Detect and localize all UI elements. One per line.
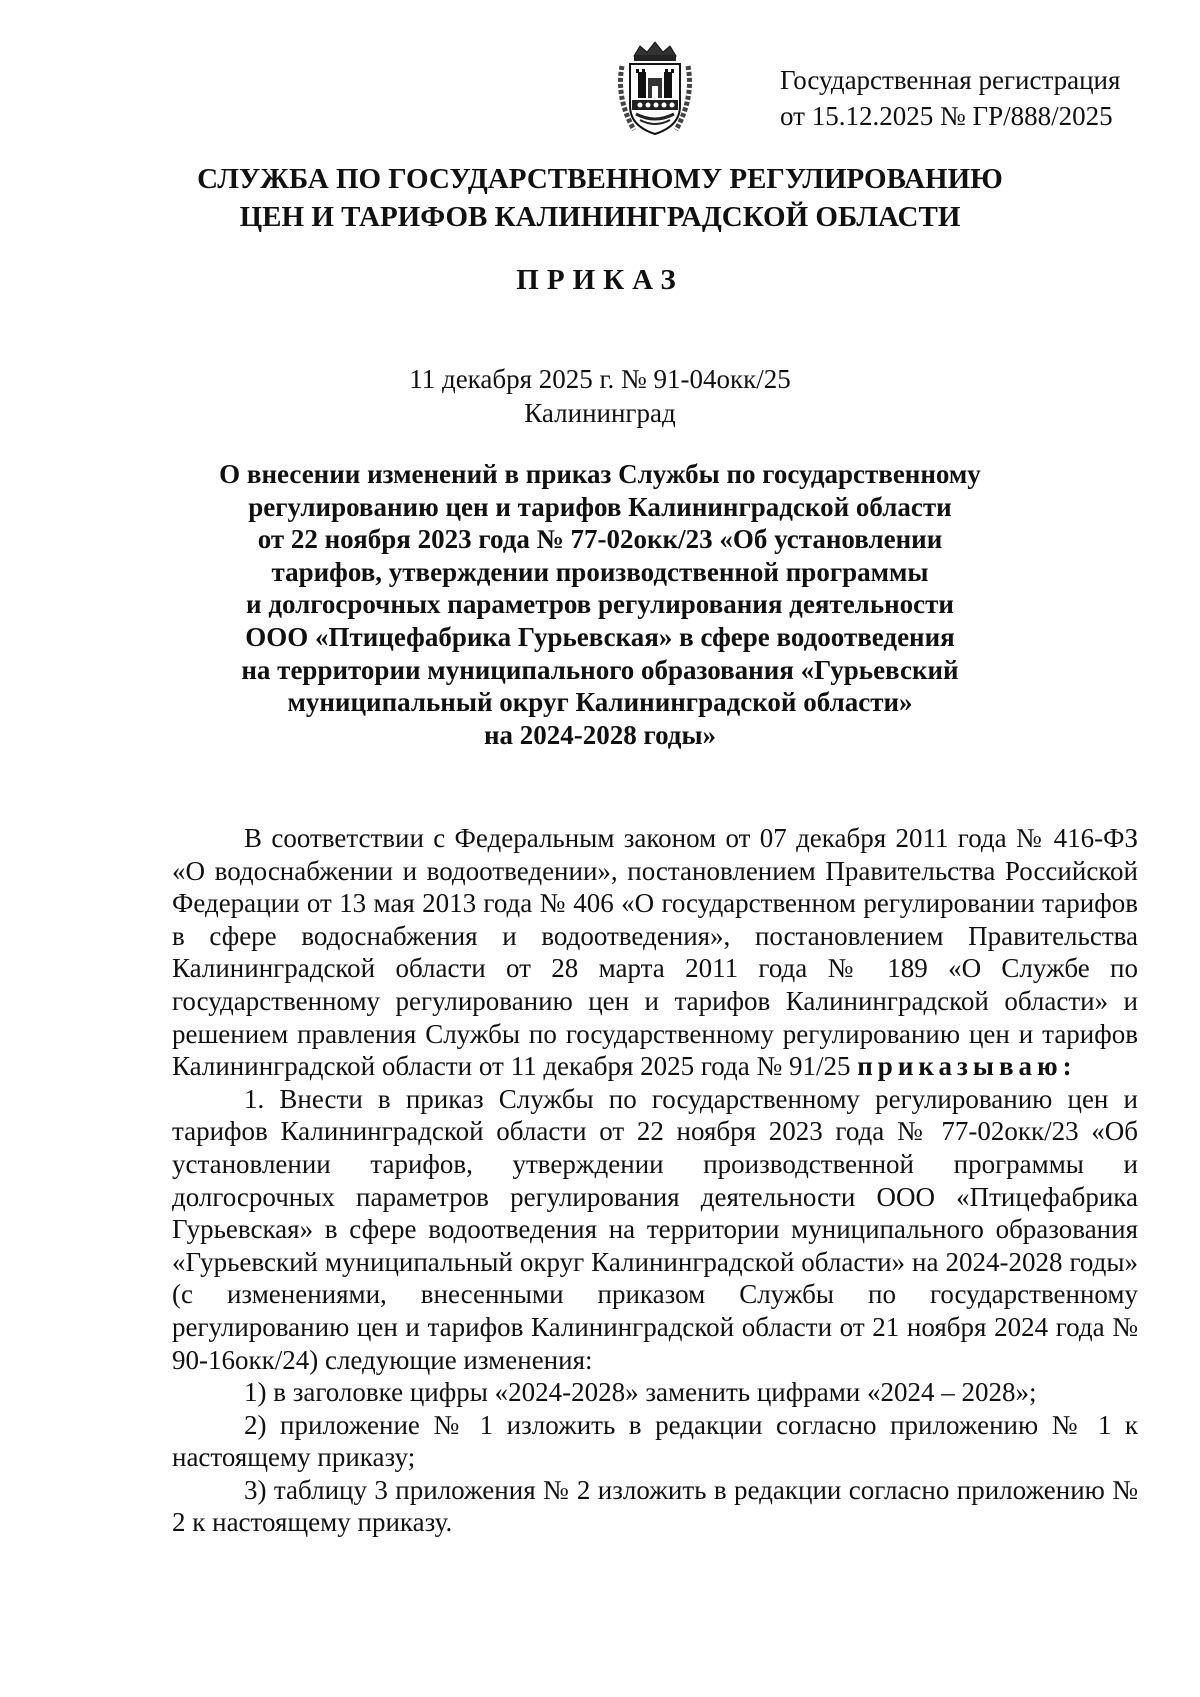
subitem-3-paragraph: 3) таблицу 3 приложения № 2 изложить в редакции согласно приложению № 2 к настоящему приказу. xyxy=(172,1474,1138,1538)
subject-line: регулированию цен и тарифов Калининградской области xyxy=(248,491,952,522)
organization-name xyxy=(150,160,1050,236)
subject-line: на территории муниципального образования «Гурьевский xyxy=(241,654,959,685)
subject-line: тарифов, утверждении производственной программы xyxy=(271,556,929,587)
coat-of-arms-icon xyxy=(612,38,698,138)
subitem-2-paragraph: 2) приложение № 1 изложить в редакции согласно приложению № 1 к настоящему приказу; xyxy=(172,1409,1138,1473)
subject-line: ООО «Птицефабрика Гурьевская» в сфере водоотведения xyxy=(245,621,955,652)
preamble-text: В соответствии с Федеральным законом от 07 декабря 2011 года № 416-ФЗ «О водоснабжении и водоотведении», постановлением Правительства Российской Федерации от 13 мая 2013 года № 406 «О государственном регулировании тарифов в сфере водоснабжения и водоотведения», постановлением Правительства Калининградской области от 28 марта 2011 года № 189 «О Службе по государственному регулированию цен и тарифов Калининградской области» и решением правления Службы по государственному регулированию цен и тарифов Калининградской области от 11 декабря 2025 года № 91/25 xyxy=(172,823,1138,1082)
document-body xyxy=(172,822,1138,1539)
subject-line: на 2024-2028 годы» xyxy=(483,719,717,750)
preamble-paragraph xyxy=(172,822,1138,1083)
registration-line-2: от 15.12.2025 № ГР/888/2025 xyxy=(780,101,1113,131)
registration-line-1: Государственная регистрация xyxy=(780,65,1121,95)
organization-line-1: СЛУЖБА ПО ГОСУДАРСТВЕННОМУ РЕГУЛИРОВАНИЮ xyxy=(197,163,1003,195)
subject-line: и долгосрочных параметров регулирования деятельности xyxy=(246,589,954,620)
subject-line: О внесении изменений в приказ Службы по государственному xyxy=(219,459,981,489)
item-1-paragraph: 1. Внести в приказ Службы по государственному регулированию цен и тарифов Калининградской области от 22 ноября 2023 года № 77-02окк/23 «Об установлении тарифов, утверждении производственной программы и долгосрочных параметров регулирования деятельности ООО «Птицефабрика Гурьевская» в сфере водоотведения на территории муниципального образования «Гурьевский муниципальный округ Калининградской области» на 2024-2028 годы» (с изменениями, внесенными приказом Службы по государственному регулированию цен и тарифов Калининградской области от 21 ноября 2024 года № 90-16окк/24) следующие изменения: xyxy=(172,1083,1138,1375)
document-type: ПРИКАЗ xyxy=(516,264,684,296)
subitem-1-paragraph: 1) в заголовке цифры «2024-2028» заменить цифрами «2024 – 2028»; xyxy=(244,1377,1037,1408)
organization-line-2: ЦЕН И ТАРИФОВ КАЛИНИНГРАДСКОЙ ОБЛАСТИ xyxy=(239,201,961,233)
registration-note xyxy=(780,62,1120,134)
order-word: приказываю: xyxy=(857,1051,1077,1082)
subject-line: от 22 ноября 2023 года № 77-02окк/23 «Об установлении xyxy=(257,524,943,555)
date-number: 11 декабря 2025 г. № 91-04окк/25 xyxy=(409,364,791,394)
subject-line: муниципальный округ Калининградской области» xyxy=(287,687,913,718)
document-subject xyxy=(200,458,1000,751)
date-and-place xyxy=(150,362,1050,430)
city: Калининград xyxy=(524,398,676,428)
